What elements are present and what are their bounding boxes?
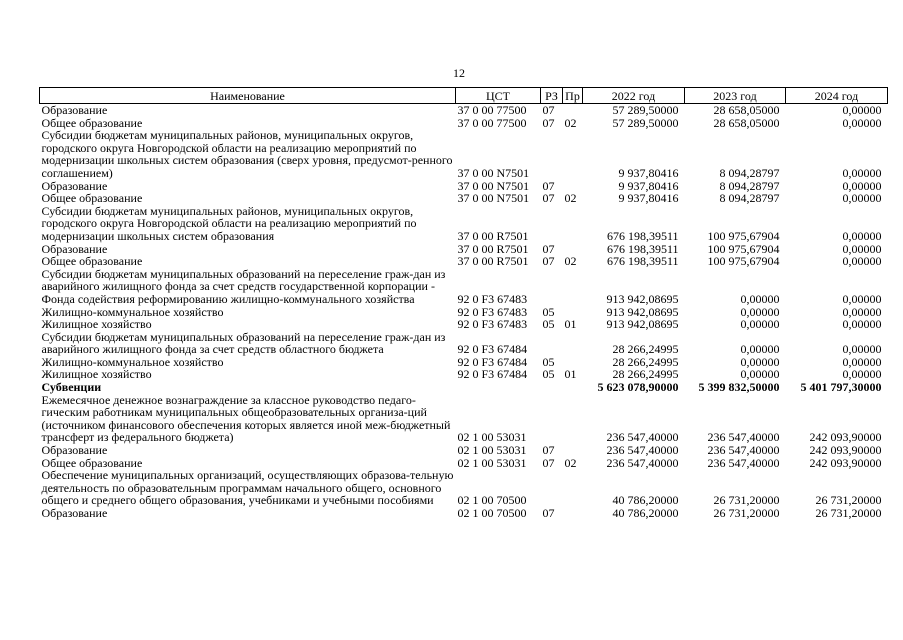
header-cst: ЦСТ: [456, 88, 541, 104]
value-2022-cell: 40 786,20000: [612, 506, 679, 520]
pr-cell: 02: [564, 115, 577, 130]
cst-cell: 02 1 00 70500: [457, 493, 527, 508]
value-2023-cell: 236 547,40000: [707, 430, 780, 445]
budget-table: [39, 87, 888, 520]
pr-cell: [563, 205, 583, 243]
value-2023-cell: 8 094,28797: [719, 191, 780, 206]
value-2024-cell: 242 093,90000: [809, 443, 882, 458]
pr-cell: [563, 331, 583, 356]
value-2022-cell: 57 289,50000: [612, 103, 679, 117]
value-2023-cell: 0,00000: [740, 304, 780, 319]
table-row: [40, 192, 888, 205]
rz-cell: 05: [542, 304, 555, 319]
rz-cell: 05: [542, 367, 555, 382]
name-cell: Общее образование: [41, 115, 143, 130]
value-2024-cell: 26 731,20000: [815, 493, 882, 508]
value-2024-cell: 242 093,90000: [809, 455, 882, 470]
name-cell: Субсидии бюджетам муниципальных районов, муниципальных округов, городского округа Новгородской области на реализацию мероприятий по модернизации школьных систем образования: [41, 203, 417, 243]
value-2023-cell: 0,00000: [740, 291, 780, 306]
name-cell: Субсидии бюджетам муниципальных образований на переселение граж-дан из аварийного жилищного фонда за счет средств областного бюджета: [41, 329, 446, 357]
name-cell: Образование: [41, 178, 108, 193]
name-cell: Общее образование: [41, 254, 143, 269]
pr-cell: [563, 394, 583, 444]
name-cell: Образование: [41, 103, 108, 117]
cst-cell: 92 0 F3 67484: [457, 354, 528, 369]
name-cell: Жилищно-коммунальное хозяйство: [41, 354, 224, 369]
cst-cell: 37 0 00 N7501: [457, 191, 530, 206]
rz-cell: 07: [542, 254, 555, 269]
rz-cell: [541, 205, 563, 243]
name-cell: Субсидии бюджетам муниципальных образований на переселение граж-дан из аварийного жилищного фонда за счет средств государственной корпорации - Фонда содействия реформированию жилищно-коммунального хозяйства: [41, 266, 446, 306]
rz-cell: [541, 394, 563, 444]
name-cell: Жилищное хозяйство: [41, 317, 152, 332]
value-2024-cell: 5 401 797,30000: [800, 380, 882, 395]
value-2023-cell: 236 547,40000: [707, 443, 780, 458]
name-cell: Образование: [41, 443, 108, 458]
table-row: [40, 381, 888, 394]
table-row: [40, 394, 888, 444]
table-row: [40, 318, 888, 331]
header-2024: 2024 год: [786, 88, 888, 104]
rz-cell: [541, 129, 563, 179]
value-2023-cell: 28 658,05000: [713, 115, 780, 130]
name-cell: Субсидии бюджетам муниципальных районов, муниципальных округов, городского округа Новгородской области на реализацию мероприятий по модернизации школьных систем образования (сверх уровня, предусмот-ренного соглашением): [41, 128, 453, 180]
value-2024-cell: 26 731,20000: [815, 506, 882, 520]
name-cell: Обеспечение муниципальных организаций, осуществляющих образова-тельную деятельность по образовательным программам начального общего, основного общего и среднего общего образования, учебниками и учебными пособиями: [41, 468, 454, 508]
cst-cell: 37 0 00 N7501: [457, 178, 530, 193]
value-2023-cell: 5 399 832,50000: [698, 380, 780, 395]
value-2023-cell: 26 731,20000: [713, 493, 780, 508]
value-2023-cell: 0,00000: [740, 354, 780, 369]
name-cell: Образование: [41, 241, 108, 256]
cst-cell: 37 0 00 77500: [457, 115, 527, 130]
cst-cell: 02 1 00 53031: [457, 430, 527, 445]
value-2024-cell: 0,00000: [842, 241, 882, 256]
rz-cell: [541, 469, 563, 507]
rz-cell: 07: [542, 443, 555, 458]
table-row: [40, 104, 888, 117]
value-2023-cell: 26 731,20000: [713, 506, 780, 520]
name-cell: Ежемесячное денежное вознаграждение за классное руководство педаго-гическим работникам муниципальных общеобразовательных организа-ций (источником финансового обеспечения которых является иной меж-бюджетный трансферт из федерального бюджета): [41, 392, 451, 445]
value-2024-cell: 0,00000: [842, 354, 882, 369]
value-2022-cell: 676 198,39511: [606, 241, 679, 256]
value-2024-cell: 0,00000: [842, 191, 882, 206]
value-2022-cell: 913 942,08695: [606, 317, 679, 332]
cst-cell: 02 1 00 53031: [457, 455, 527, 470]
value-2023-cell: 236 547,40000: [707, 455, 780, 470]
value-2024-cell: 0,00000: [842, 228, 882, 243]
rz-cell: 07: [542, 191, 555, 206]
value-2024-cell: 0,00000: [842, 291, 882, 306]
pr-cell: [563, 268, 583, 306]
pr-cell: [563, 104, 583, 117]
table-row: [40, 507, 888, 520]
value-2024-cell: 0,00000: [842, 254, 882, 269]
cst-cell: 37 0 00 R7501: [457, 228, 529, 243]
header-rz: РЗ: [541, 88, 563, 104]
table-row: [40, 469, 888, 507]
table-row: [40, 444, 888, 457]
cst-cell: 37 0 00 R7501: [457, 254, 529, 269]
value-2023-cell: 100 975,67904: [707, 241, 780, 256]
table-row: [40, 205, 888, 243]
value-2024-cell: 0,00000: [842, 367, 882, 382]
pr-cell: [563, 129, 583, 179]
table-row: [40, 331, 888, 356]
value-2024-cell: 0,00000: [842, 178, 882, 193]
rz-cell: [541, 381, 563, 394]
header-pr: Пр: [563, 88, 583, 104]
value-2022-cell: 28 266,24995: [612, 342, 679, 357]
value-2024-cell: 0,00000: [842, 342, 882, 357]
value-2023-cell: 0,00000: [740, 367, 780, 382]
value-2022-cell: 40 786,20000: [612, 493, 679, 508]
pr-cell: 01: [564, 367, 577, 382]
value-2023-cell: 100 975,67904: [707, 228, 780, 243]
pr-cell: [563, 507, 583, 520]
pr-cell: 02: [564, 254, 577, 269]
name-cell: Образование: [41, 506, 108, 520]
cst-cell: 92 0 F3 67483: [457, 291, 528, 306]
pr-cell: 02: [564, 191, 577, 206]
header-2022: 2022 год: [583, 88, 685, 104]
name-cell: Субвенции: [41, 380, 102, 395]
value-2022-cell: 5 623 078,90000: [597, 380, 679, 395]
cst-cell: 37 0 00 N7501: [457, 165, 530, 180]
pr-cell: 02: [564, 455, 577, 470]
cst-cell: 37 0 00 77500: [457, 103, 527, 117]
page-number: 12: [453, 66, 465, 80]
value-2023-cell: 8 094,28797: [719, 165, 780, 180]
rz-cell: 07: [542, 455, 555, 470]
value-2022-cell: 9 937,80416: [618, 178, 679, 193]
rz-cell: [541, 268, 563, 306]
header-name: Наименование: [40, 88, 456, 104]
cst-cell: 92 0 F3 67483: [457, 304, 528, 319]
rz-cell: [541, 331, 563, 356]
value-2022-cell: 676 198,39511: [606, 228, 679, 243]
rz-cell: 07: [542, 506, 555, 520]
value-2022-cell: 57 289,50000: [612, 115, 679, 130]
value-2023-cell: 0,00000: [740, 317, 780, 332]
pr-cell: [563, 444, 583, 457]
value-2022-cell: 9 937,80416: [618, 165, 679, 180]
value-2022-cell: 28 266,24995: [612, 354, 679, 369]
value-2023-cell: 8 094,28797: [719, 178, 780, 193]
value-2022-cell: 28 266,24995: [612, 367, 679, 382]
cst-cell: 92 0 F3 67484: [457, 367, 528, 382]
value-2023-cell: 0,00000: [740, 342, 780, 357]
name-cell: Общее образование: [41, 191, 143, 206]
value-2024-cell: 242 093,90000: [809, 430, 882, 445]
name-cell: Общее образование: [41, 455, 143, 470]
value-2023-cell: 28 658,05000: [713, 103, 780, 117]
table-row: [40, 268, 888, 306]
cst-cell: 02 1 00 53031: [457, 443, 527, 458]
cst-cell: 92 0 F3 67484: [457, 342, 528, 357]
value-2022-cell: 9 937,80416: [618, 191, 679, 206]
value-2022-cell: 913 942,08695: [606, 291, 679, 306]
cst-cell: 02 1 00 70500: [457, 506, 527, 520]
header-2023: 2023 год: [685, 88, 786, 104]
pr-cell: 01: [564, 317, 577, 332]
value-2024-cell: 0,00000: [842, 115, 882, 130]
value-2024-cell: 0,00000: [842, 103, 882, 117]
table-row: [40, 129, 888, 179]
table-header: [40, 88, 888, 104]
name-cell: Жилищное хозяйство: [41, 367, 152, 382]
rz-cell: 07: [542, 103, 555, 117]
rz-cell: 05: [542, 317, 555, 332]
value-2022-cell: 236 547,40000: [606, 455, 679, 470]
rz-cell: 05: [542, 354, 555, 369]
cst-cell: [456, 381, 541, 394]
value-2022-cell: 676 198,39511: [606, 254, 679, 269]
pr-cell: [563, 469, 583, 507]
value-2023-cell: 100 975,67904: [707, 254, 780, 269]
cst-cell: 92 0 F3 67483: [457, 317, 528, 332]
pr-cell: [563, 381, 583, 394]
rz-cell: 07: [542, 115, 555, 130]
rz-cell: 07: [542, 178, 555, 193]
value-2022-cell: 913 942,08695: [606, 304, 679, 319]
value-2024-cell: 0,00000: [842, 304, 882, 319]
value-2024-cell: 0,00000: [842, 317, 882, 332]
name-cell: Жилищно-коммунальное хозяйство: [41, 304, 224, 319]
table-row: [40, 255, 888, 268]
cst-cell: 37 0 00 R7501: [457, 241, 529, 256]
value-2022-cell: 236 547,40000: [606, 443, 679, 458]
table-body: [40, 104, 888, 520]
value-2024-cell: 0,00000: [842, 165, 882, 180]
rz-cell: 07: [542, 241, 555, 256]
value-2022-cell: 236 547,40000: [606, 430, 679, 445]
